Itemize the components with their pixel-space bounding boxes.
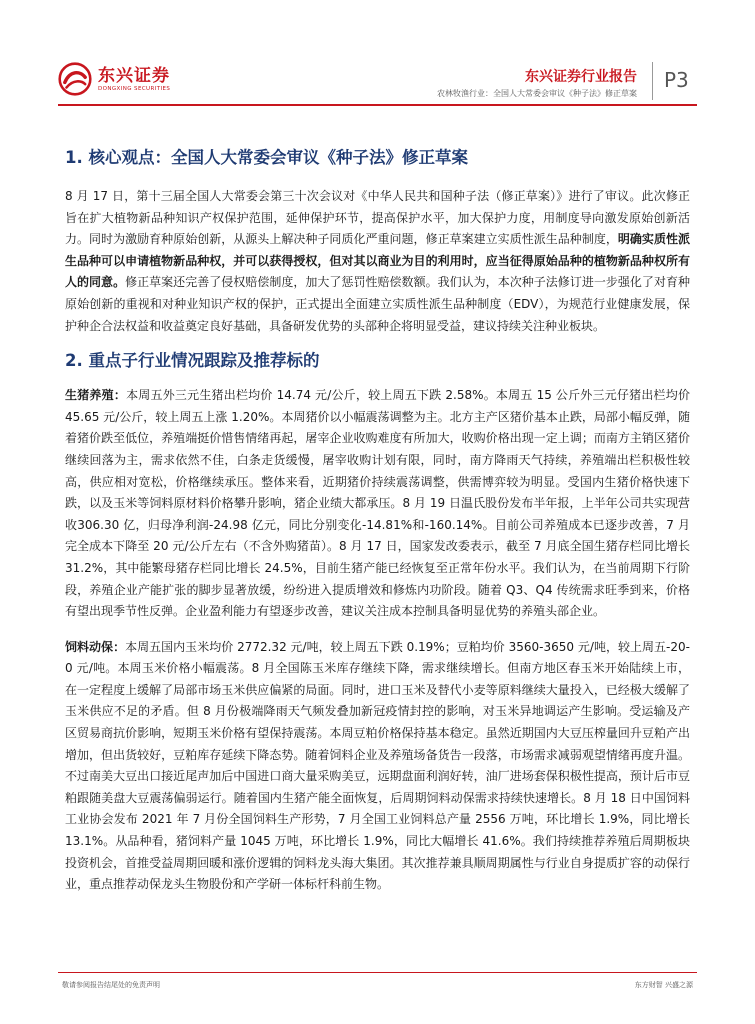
feed-paragraph <box>65 637 690 896</box>
footer-disclaimer: 敬请参阅报告结尾处的免责声明 <box>62 981 160 989</box>
section-1-text-c: 修正草案还完善了侵权赔偿制度，加大了惩罚性赔偿数额。我们认为，本次种子法修订进一步强化了对育种原始创新的重视和对种业知识产权的保护，正式提出全面建立实质性派生品种制度（EDV），为规范行业健康发展，保护种企合法权益和收益奠定良好基础，具备研发优势的头部种企将明显受益，建议持续关注种业板块。 <box>65 275 690 333</box>
header-divider <box>652 62 653 100</box>
feed-text: 本周五国内玉米均价 2772.32 元/吨，较上周五下跌 0.19%；豆粕均价 3560-3650 元/吨，较上周五-20-0 元/吨。本周玉米价格小幅震荡。8 月全国陈玉米库存继续下降，需求继续增长。但南方地区春玉米开始陆续上市，在一定程度上缓解了局部市场玉米供应偏紧的局面。同时，进口玉米及替代小麦等原料继续大量投入，已经极大缓解了玉米供应不足的矛盾。但 8 月份极端降雨天气频发叠加新冠疫情封控的影响，对玉米异地调运产生影响。受运输及产区贸易商抗价影响，短期玉米价格有望保持震荡。本周豆粕价格保持基本稳定。虽然近期国内大豆压榨量回升豆粕产出增加，但出货较好，豆粕库存延续下降态势。随着饲料企业及养殖场备货告一段落，市场需求减弱观望情绪再度升温。不过南美大豆出口接近尾声加后中国进口商大量采购美豆，远期盘面利润好转，油厂进场套保积极性提高，预计后市豆粕跟随美盘大豆震荡偏弱运行。随着国内生猪产能全面恢复，后周期饲料动保需求持续快速增长。8 月 18 日中国饲料工业协会发布 2021 年 7 月份全国饲料生产形势，7 月全国工业饲料总产量 2556 万吨，环比增长 1.9%，同比增长 13.1%。从品种看，猪饲料产量 1045 万吨，环比增长 1.9%，同比大幅增长 41.6%。我们持续推荐养殖后周期板块投资机会，首推受益周期回暖和涨价逻辑的饲料龙头海大集团。其次推荐兼具顺周期属性与行业自身提质扩容的动保行业，重点推荐动保龙头生物股份和产学研一体标杆科前生物。 <box>65 639 690 892</box>
report-body <box>65 146 690 896</box>
section-1-text-a: 8 月 17 日，第十三届全国人大常委会第三十次会议对《中华人民共和国种子法（修正草案）》进行了审议。此次修正旨在扩大植物新品种知识产权保护范围，延伸保护环节，提高保护水平，加大保护力度，用制度导向激发原始创新活力。同时为激励育种原始创新，从源头上解决种子同质化严重问题，修正草案建立实质性派生品种制度， <box>65 189 690 247</box>
hog-label: 生猪养殖： <box>65 388 127 403</box>
company-logo <box>58 62 170 96</box>
report-header-subtitle: 农林牧渔行业：全国人大常委会审议《种子法》修正草案 <box>437 89 637 98</box>
section-2-heading: 2. 重点子行业情况跟踪及推荐标的 <box>65 351 320 371</box>
section-1-bold-text: 明确实质性派生品种可以申请植物新品种权，并可以获得授权，但对其以商业为目的利用时，应当征得原始品种的植物新品种权所有人的同意。 <box>65 232 690 290</box>
logo-english-name: DONGXING SECURITIES <box>98 85 171 92</box>
feed-label: 饲料动保： <box>65 639 126 654</box>
section-1-heading: 1. 核心观点：全国人大常委会审议《种子法》修正草案 <box>65 148 468 167</box>
logo-swirl-icon <box>58 62 92 96</box>
hog-text: 本周五外三元生猪出栏均价 14.74 元/公斤，较上周五下跌 2.58%。本周五 15 公斤外三元仔猪出栏均价 45.65 元/公斤，较上周五上涨 1.20%。本周猪价以小幅震荡调整为主。北方主产区猪价基本止跌，局部小幅反弹，随着猪价跌至低位，养殖端挺价惜售情绪再起，屠宰企业收购难度有所加大，收购价格出现一定上调；而南方主销区猪价继续回落为主，需求依然不佳，白条走货缓慢，屠宰收购计划有限，同时，南方降雨天气持续，养殖端出栏积极性较高，供应相对宽松，价格继续承压。整体来看，近期猪价持续震荡调整，供需博弈较为明显。受国内生猪价格快速下跌，以及玉米等饲料原材料价格攀升影响，猪企业绩大都承压。8 月 19 日温氏股份发布半年报，上半年公司共实现营收306.30 亿，归母净利润-24.98 亿元，同比分别变化-14.81%和-160.14%。目前公司养殖成本已逐步改善，7 月完全成本下降至 20 元/公斤左右（不含外购猪苗）。8 月 17 日，国家发改委表示，截至 7 月底全国生猪存栏同比增长 31.2%，其中能繁母猪存栏同比增长 24.5%，目前生猪产能已经恢复至正常年份水平。我们认为，在当前周期下行阶段，养殖企业产能扩张的脚步显著放缓，纷纷进入提质增效和修炼内功阶段。随着 Q3、Q4 传统需求旺季到来，价格有望出现季节性反弹。企业盈利能力有望逐步改善，建议关注成本控制具备明显优势的养殖头部企业。 <box>65 388 690 619</box>
report-header-title: 东兴证券行业报告 <box>525 69 637 85</box>
footer-rule <box>58 972 697 973</box>
footer-slogan: 东方财智 兴盛之源 <box>634 981 693 989</box>
section-1-paragraph <box>65 186 690 337</box>
header-rule <box>58 104 697 106</box>
hog-paragraph <box>65 385 690 623</box>
logo-chinese-name: 东兴证券 <box>98 65 170 86</box>
page-number: P3 <box>664 68 689 92</box>
